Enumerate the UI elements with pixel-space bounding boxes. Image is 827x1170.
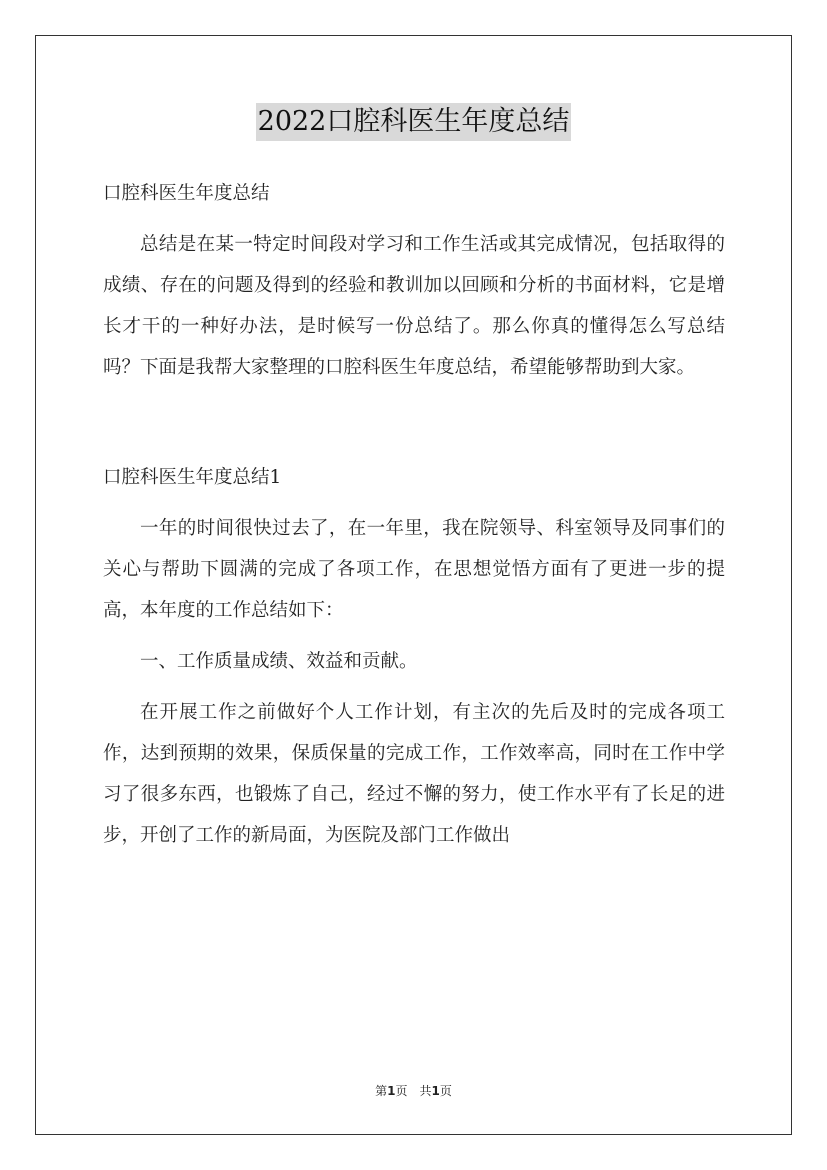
footer-page-current: 1 xyxy=(387,1084,396,1098)
title-wrap xyxy=(0,103,827,141)
spacer xyxy=(103,682,725,692)
document-title: 2022口腔科医生年度总结 xyxy=(256,103,572,141)
footer-prefix: 第 xyxy=(375,1084,388,1098)
document-body xyxy=(103,173,725,856)
spacer xyxy=(103,498,725,508)
spacer xyxy=(103,388,725,457)
section-paragraph: 在开展工作之前做好个人工作计划，有主次的先后及时的完成各项工作，达到预期的效果，保质保量的完成工作，工作效率高，同时在工作中学习了很多东西，也锻炼了自己，经过不懈的努力，使工作水平有了长足的进步，开创了工作的新局面，为医院及部门工作做出 xyxy=(103,702,725,846)
spacer xyxy=(103,631,725,641)
footer-mid: 页 共 xyxy=(395,1084,432,1098)
section-paragraph: 一年的时间很快过去了，在一年里，我在院领导、科室领导及同事们的关心与帮助下圆满的完成了各项工作，在思想觉悟方面有了更进一步的提高，本年度的工作总结如下： xyxy=(103,518,725,621)
footer-page-total: 1 xyxy=(431,1084,440,1098)
footer-suffix: 页 xyxy=(439,1084,452,1098)
spacer xyxy=(103,214,725,224)
intro-paragraph: 总结是在某一特定时间段对学习和工作生活或其完成情况，包括取得的成绩、存在的问题及得到的经验和教训加以回顾和分析的书面材料，它是增长才干的一种好办法，是时候写一份总结了。那么你真的懂得怎么写总结吗？下面是我帮大家整理的口腔科医生年度总结，希望能够帮助到大家。 xyxy=(103,234,725,378)
section-point: 一、工作质量成绩、效益和贡献。 xyxy=(140,651,418,672)
page-footer xyxy=(0,1082,827,1100)
section-heading: 口腔科医生年度总结1 xyxy=(103,467,282,488)
document-subtitle: 口腔科医生年度总结 xyxy=(103,183,270,204)
